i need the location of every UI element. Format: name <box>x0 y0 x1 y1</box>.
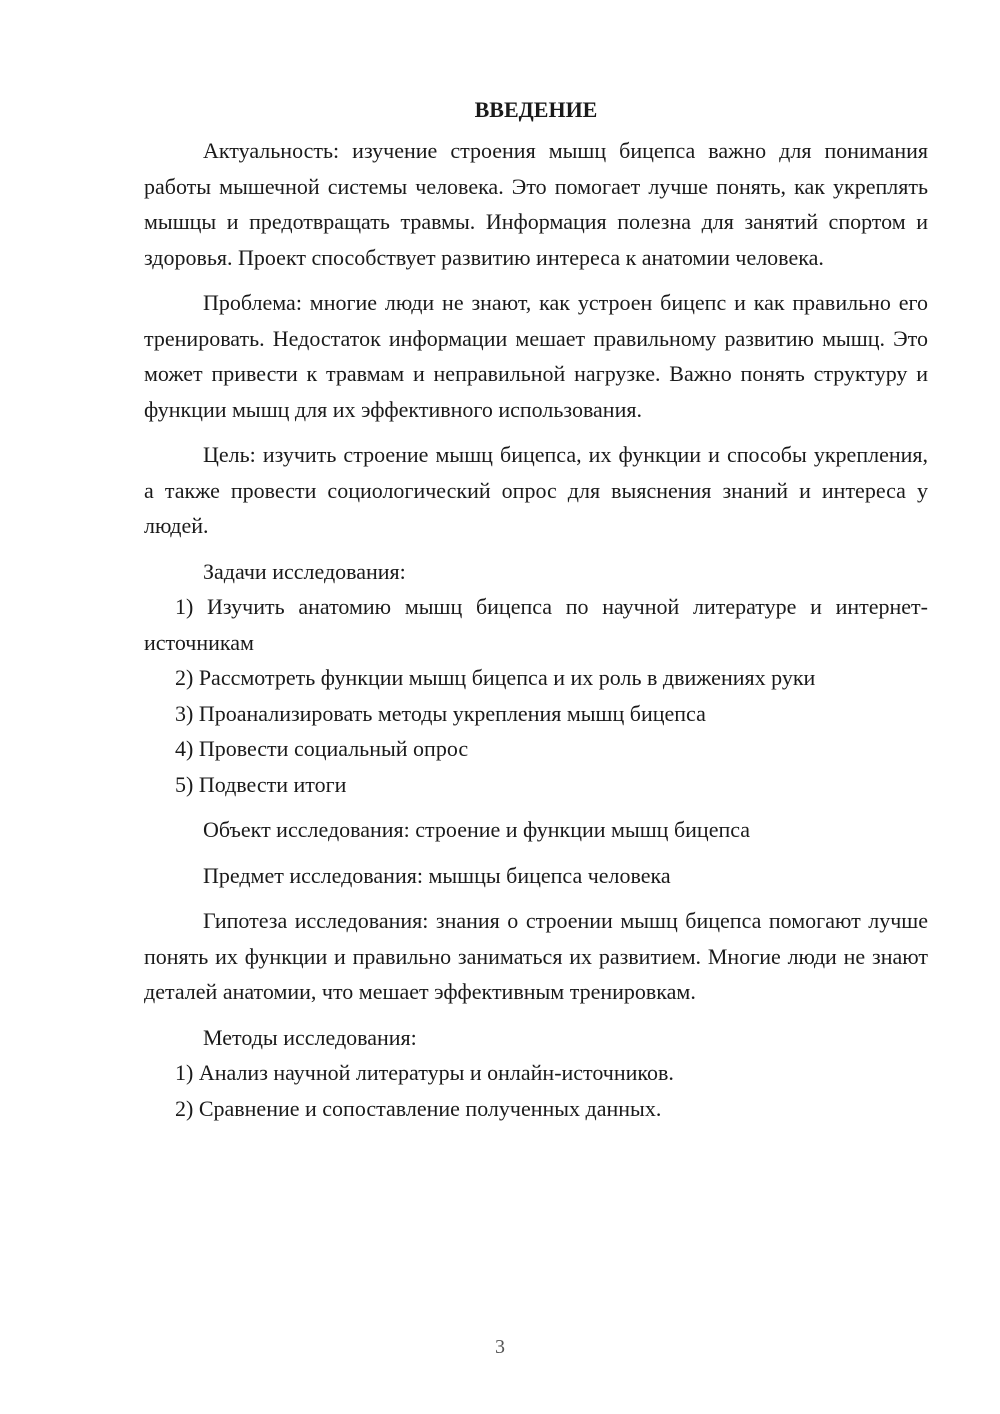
task-item-2: 2) Рассмотреть функции мышц бицепса и их роль в движениях руки <box>175 665 816 690</box>
method-item-1: 1) Анализ научной литературы и онлайн-источников. <box>175 1060 674 1085</box>
page-number: 3 <box>495 1336 505 1358</box>
relevance-paragraph: Актуальность: изучение строения мышц бицепса важно для понимания работы мышечной системы человека. Это помогает лучше понять, как укреплять мышцы и предотвращать травмы. Информация полезна для занятий спортом и здоровья. Проект способствует развитию интереса к анатомии человека. <box>144 138 928 270</box>
task-item-4: 4) Провести социальный опрос <box>175 736 469 761</box>
goal-paragraph: Цель: изучить строение мышц бицепса, их функции и способы укрепления, а также провести социологический опрос для выяснения знаний и интереса у людей. <box>144 442 928 538</box>
method-item-2: 2) Сравнение и сопоставление полученных данных. <box>175 1095 662 1121</box>
methods-title: Методы исследования: <box>203 1024 417 1050</box>
tasks-title: Задачи исследования: <box>203 558 406 584</box>
hypothesis-paragraph: Гипотеза исследования: знания о строении мышц бицепса помогают лучше понять их функции и правильно заниматься их развитием. Многие люди не знают деталей анатомии, что мешает эффективным тренировкам. <box>144 908 928 1004</box>
page-title: ВВЕДЕНИЕ <box>474 97 598 122</box>
page-content <box>144 96 928 1126</box>
task-item-1: 1) Изучить анатомию мышц бицепса по научной литературе и интернет-источникам <box>144 594 928 655</box>
task-item-5: 5) Подвести итоги <box>175 771 347 797</box>
problem-paragraph: Проблема: многие люди не знают, как устроен бицепс и как правильно его тренировать. Недостаток информации мешает правильному развитию мышц. Это может привести к травмам и неправильной нагрузке. Важно понять структуру и функции мышц для их эффективного использования. <box>144 290 928 422</box>
task-item-3: 3) Проанализировать методы укрепления мышц бицепса <box>175 700 706 726</box>
subject-paragraph: Предмет исследования: мышцы бицепса человека <box>203 862 671 888</box>
object-paragraph: Объект исследования: строение и функции мышц бицепса <box>203 817 751 842</box>
